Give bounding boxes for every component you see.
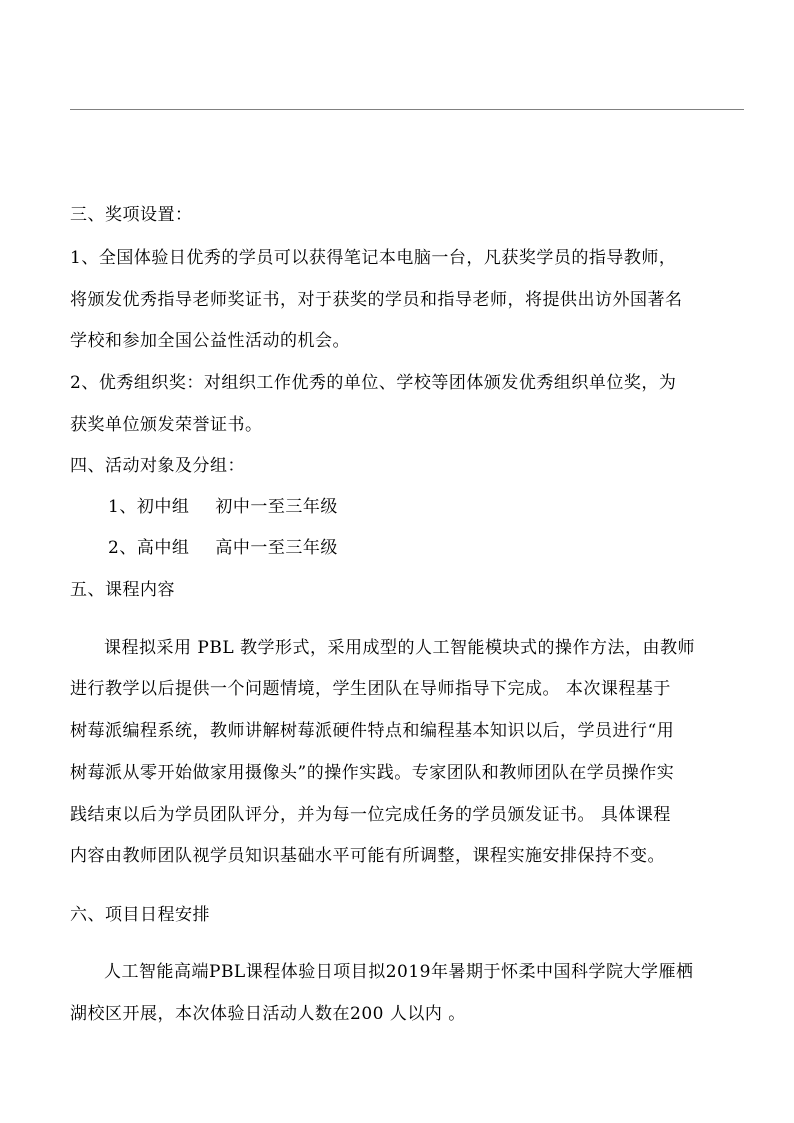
- section-5-para-line-6: 内容由教师团队视学员知识基础水平可能有所调整，课程实施安排保持不变。: [70, 846, 665, 866]
- section-6-para-line-2: 湖校区开展，本次体验日活动人数在200 人以内 。: [70, 1004, 466, 1024]
- group-range: 高中一至三年级: [215, 538, 338, 558]
- section-5-para-line-3: 树莓派编程系统，教师讲解树莓派硬件特点和编程基本知识以后，学员进行“用: [70, 721, 675, 741]
- section-6-title: 六、项目日程安排: [70, 905, 210, 925]
- group-row: [108, 497, 788, 517]
- section-5-para-line-5: 践结束以后为学员团队评分，并为每一位完成任务的学员颁发证书。 具体课程: [70, 805, 671, 825]
- section-3-para-1-line-1: 1、全国体验日优秀的学员可以获得笔记本电脑一台，凡获奖学员的指导教师，: [70, 248, 677, 268]
- section-5-para-line-1: 课程拟采用 PBL 教学形式，采用成型的人工智能模块式的操作方法，由教师: [104, 638, 696, 658]
- group-name: 2、高中组: [108, 538, 190, 558]
- section-5-para-line-4: 树莓派从零开始做家用摄像头”的操作实践。专家团队和教师团队在学员操作实: [70, 763, 675, 783]
- header-rule: [70, 109, 744, 110]
- section-4-title: 四、活动对象及分组：: [70, 456, 245, 476]
- section-3-para-1-line-2: 将颁发优秀指导老师奖证书，对于获奖的学员和指导老师，将提供出访外国著名: [70, 290, 683, 310]
- section-3-para-1-line-3: 学校和参加全国公益性活动的机会。: [70, 331, 350, 351]
- section-3-para-2-line-2: 获奖单位颁发荣誉证书。: [70, 415, 263, 435]
- group-row: [108, 538, 788, 558]
- group-name: 1、初中组: [108, 497, 190, 517]
- section-5-title: 五、课程内容: [70, 580, 175, 600]
- section-6-para-line-1: 人工智能高端PBL课程体验日项目拟2019年暑期于怀柔中国科学院大学雁栖: [104, 962, 694, 982]
- section-3-para-2-line-1: 2、优秀组织奖：对组织工作优秀的单位、学校等团体颁发优秀组织单位奖，为: [70, 373, 677, 393]
- section-5-para-line-2: 进行教学以后提供一个问题情境，学生团队在导师指导下完成。 本次课程基于: [70, 679, 671, 699]
- group-range: 初中一至三年级: [215, 497, 338, 517]
- section-3-title: 三、奖项设置：: [70, 205, 193, 225]
